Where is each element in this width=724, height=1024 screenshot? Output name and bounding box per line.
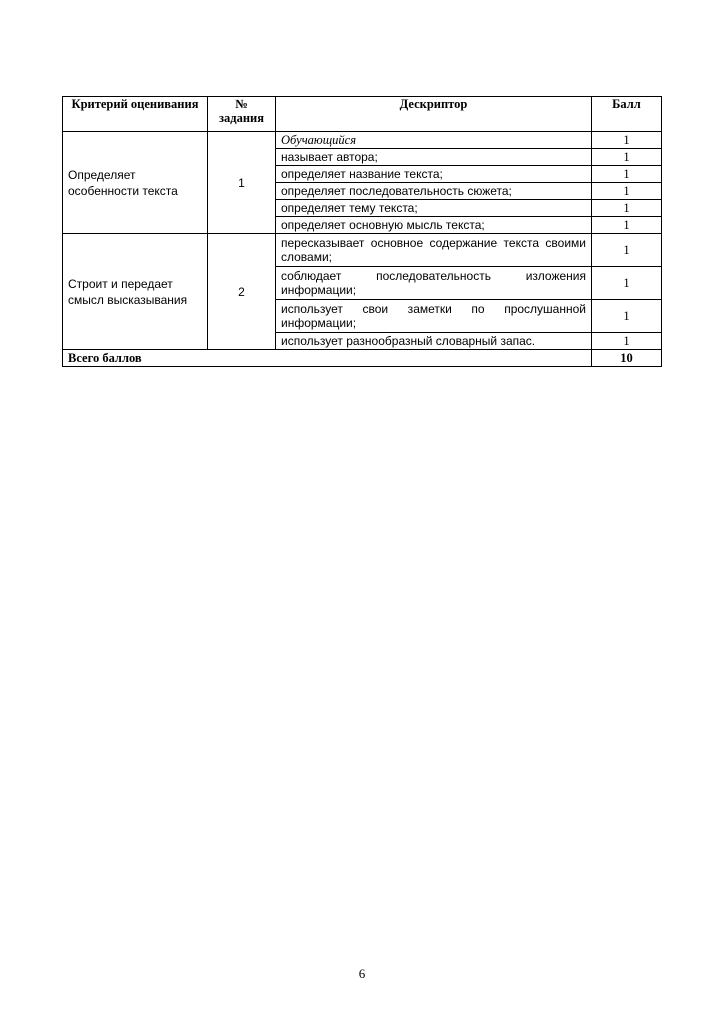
assessment-table bbox=[62, 96, 662, 367]
header-criterion: Критерий оценивания bbox=[63, 97, 208, 132]
descriptor-cell: определяет тему текста; bbox=[276, 200, 592, 217]
score-cell: 1 bbox=[592, 267, 662, 300]
score-cell: 1 bbox=[592, 200, 662, 217]
descriptor-cell: пересказывает основное содержание текста своими словами; bbox=[276, 234, 592, 267]
descriptor-cell: использует свои заметки по прослушанной информации; bbox=[276, 300, 592, 333]
score-cell: 1 bbox=[592, 166, 662, 183]
header-task-number: № задания bbox=[208, 97, 276, 132]
descriptor-cell: называет автора; bbox=[276, 149, 592, 166]
criterion-cell: Определяет особенности текста bbox=[63, 132, 208, 234]
descriptor-cell: соблюдает последовательность изложения информации; bbox=[276, 267, 592, 300]
descriptor-cell: определяет последовательность сюжета; bbox=[276, 183, 592, 200]
total-label: Всего баллов bbox=[63, 350, 592, 367]
score-cell: 1 bbox=[592, 132, 662, 149]
header-descriptor: Дескриптор bbox=[276, 97, 592, 132]
task-number-cell: 2 bbox=[208, 234, 276, 350]
descriptor-cell: использует разнообразный словарный запас. bbox=[276, 333, 592, 350]
score-cell: 1 bbox=[592, 149, 662, 166]
page-number: 6 bbox=[358, 966, 366, 981]
score-cell: 1 bbox=[592, 333, 662, 350]
descriptor-cell: Обучающийся bbox=[276, 132, 592, 149]
total-score: 10 bbox=[592, 350, 662, 367]
header-score: Балл bbox=[592, 97, 662, 132]
table-header-row bbox=[63, 97, 662, 132]
table-row bbox=[63, 132, 662, 149]
descriptor-cell: определяет название текста; bbox=[276, 166, 592, 183]
table-row bbox=[63, 234, 662, 267]
score-cell: 1 bbox=[592, 217, 662, 234]
score-cell: 1 bbox=[592, 234, 662, 267]
score-cell: 1 bbox=[592, 183, 662, 200]
criterion-cell: Строит и передает смысл высказывания bbox=[63, 234, 208, 350]
score-cell: 1 bbox=[592, 300, 662, 333]
descriptor-cell: определяет основную мысль текста; bbox=[276, 217, 592, 234]
task-number-cell: 1 bbox=[208, 132, 276, 234]
total-row bbox=[63, 350, 662, 367]
